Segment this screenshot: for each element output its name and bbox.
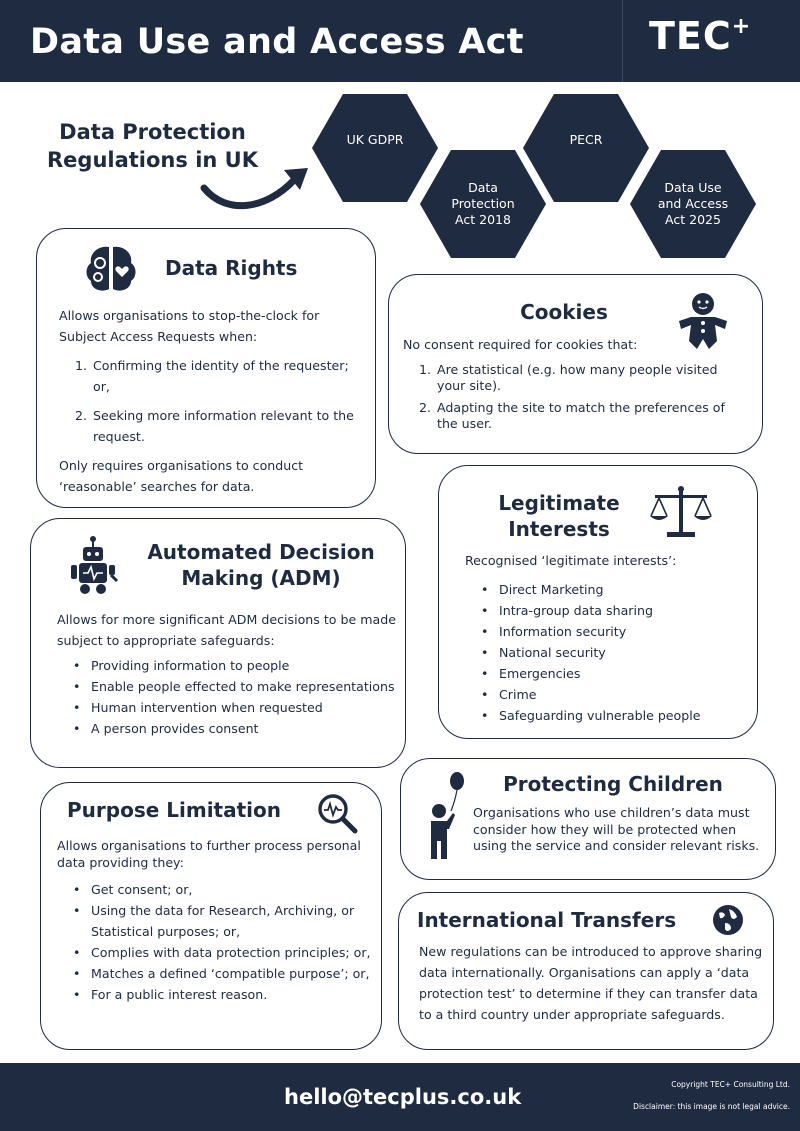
- adm-intro: Allows for more significant ADM decisions to be made subject to appropriate safeguards:: [57, 612, 396, 648]
- list-item: • Safeguarding vulnerable people: [481, 708, 701, 723]
- list-item: 1. Confirming the identity of the requester; or,: [75, 358, 349, 394]
- list-item: • A person provides consent: [73, 721, 259, 736]
- list-item: • National security: [481, 645, 606, 660]
- list-item: 2. Seeking more information relevant to the request.: [75, 408, 354, 444]
- list-item: • Crime: [481, 687, 537, 702]
- protecting-children-card: [400, 758, 776, 880]
- copyright-text: Copyright TEC+ Consulting Ltd.: [671, 1080, 790, 1089]
- list-item: • Intra-group data sharing: [481, 603, 653, 618]
- brain-icon: [83, 243, 139, 295]
- list-item: • Complies with data protection principles; or,: [73, 945, 371, 960]
- purpose-limitation-intro: Allows organisations to further process personal data providing they:: [57, 838, 361, 870]
- logo-plus: +: [731, 14, 752, 39]
- cookies-intro: No consent required for cookies that:: [403, 337, 638, 352]
- data-rights-body: [59, 305, 364, 497]
- international-transfers-body: New regulations can be introduced to approve sharing data internationally. Organisations can apply a ‘data protection test’ to determine if they can transfer data to a third country under appropriate safeguards.: [419, 944, 763, 1022]
- data-rights-outro: Only requires organisations to conduct ‘reasonable’ searches for data.: [59, 458, 304, 494]
- list-item: • For a public interest reason.: [73, 987, 268, 1002]
- list-item: • Enable people effected to make representations: [73, 679, 395, 694]
- legitimate-interests-card: [438, 465, 758, 739]
- protecting-children-title: Protecting Children: [503, 772, 723, 796]
- list-item: • Using the data for Research, Archiving, or Statistical purposes; or,: [73, 903, 355, 939]
- list-item: • Direct Marketing: [481, 582, 604, 597]
- disclaimer-text: Disclaimer: this image is not legal advice.: [633, 1102, 790, 1111]
- list-item: • Information security: [481, 624, 627, 639]
- adm-card: [30, 518, 406, 768]
- robot-icon: [71, 535, 121, 597]
- list-item: • Providing information to people: [73, 658, 290, 673]
- list-item: • Get consent; or,: [73, 882, 193, 897]
- regulations-title: Data Protection Regulations in UK: [47, 120, 258, 172]
- list-item: 1. Are statistical (e.g. how many people visited your site).: [419, 362, 718, 393]
- contact-email[interactable]: hello@tecplus.co.uk: [284, 1085, 522, 1109]
- hexagon-label: Data Use and Access Act 2025: [657, 180, 729, 227]
- list-item: • Matches a defined ‘compatible purpose’; or,: [73, 966, 370, 981]
- globe-icon: [711, 903, 745, 937]
- footer: [0, 1063, 800, 1131]
- hexagon-label: UK GDPR: [346, 132, 404, 147]
- purpose-limitation-title: Purpose Limitation: [67, 798, 281, 822]
- curved-arrow-icon: [196, 160, 316, 216]
- list-item: • Human intervention when requested: [73, 700, 323, 715]
- legitimate-interests-title: Legitimate Interests: [498, 491, 620, 541]
- list-item: • Emergencies: [481, 666, 581, 681]
- magnifier-pulse-icon: [317, 793, 359, 835]
- purpose-limitation-card: [40, 782, 382, 1050]
- hexagon-label: Data Protection Act 2018: [451, 180, 515, 227]
- data-rights-card: [36, 228, 376, 508]
- data-rights-list: [59, 355, 364, 447]
- logo-box: [622, 0, 800, 82]
- hexagon-label: PECR: [569, 132, 603, 147]
- cookies-title: Cookies: [520, 300, 608, 324]
- purpose-limitation-list: [57, 879, 377, 1005]
- scales-icon: [649, 484, 713, 540]
- page-title: Data Use and Access Act: [30, 22, 524, 62]
- legitimate-interests-body: [465, 550, 755, 726]
- hexagon-duaa-2025: [630, 150, 756, 258]
- adm-title: Automated Decision Making (ADM): [147, 540, 375, 590]
- protecting-children-body: Organisations who use children’s data must consider how they will be protected when using the service and consider relevant risks.: [473, 805, 760, 853]
- international-transfers-card: [398, 892, 774, 1050]
- cookies-list: [403, 362, 748, 432]
- logo: [649, 14, 751, 58]
- logo-text: TEC: [649, 14, 732, 58]
- adm-list: [57, 655, 397, 739]
- cookies-card: [388, 274, 763, 454]
- international-transfers-title: International Transfers: [417, 908, 677, 932]
- data-rights-title: Data Rights: [165, 256, 298, 280]
- header: [0, 0, 800, 82]
- cookies-body: [403, 337, 748, 432]
- legitimate-interests-list: [465, 579, 755, 726]
- data-rights-intro: Allows organisations to stop-the-clock for Subject Access Requests when:: [59, 308, 320, 344]
- child-balloon-icon: [425, 771, 469, 861]
- list-item: 2. Adapting the site to match the preferences of the user.: [419, 400, 725, 431]
- adm-body: [57, 609, 397, 739]
- purpose-limitation-body: [57, 837, 377, 1005]
- legitimate-interests-intro: Recognised ‘legitimate interests’:: [465, 553, 677, 568]
